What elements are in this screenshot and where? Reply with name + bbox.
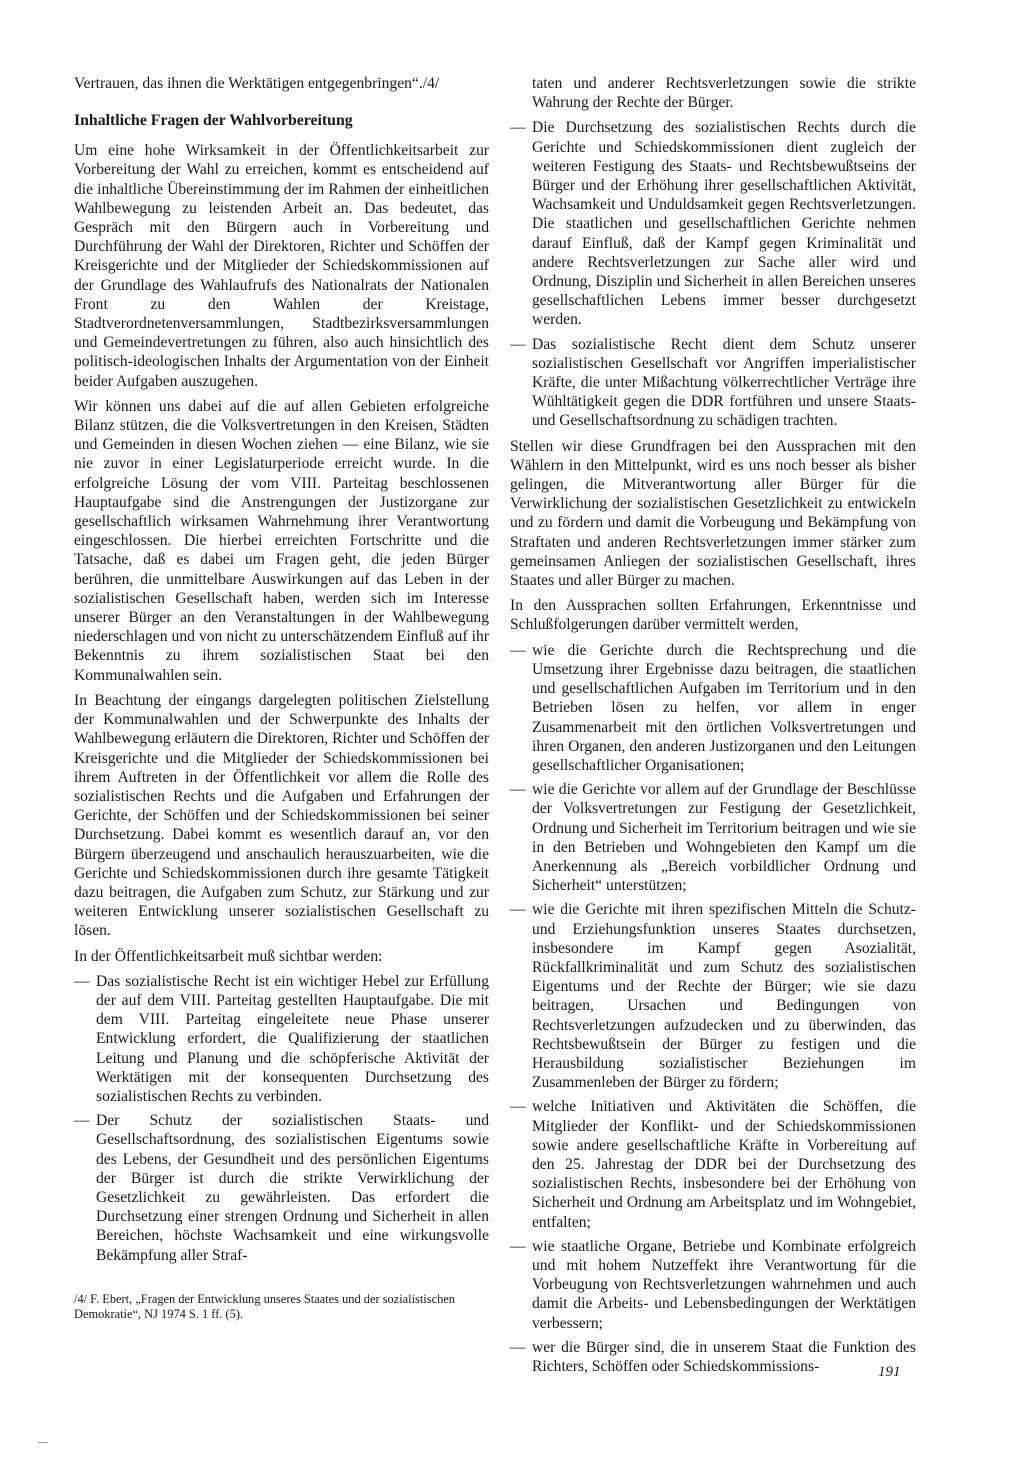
body-paragraph: Um eine hohe Wirksamkeit in der Öffentlichkeitsarbeit zur Vorbereitung der Wahl zu erreichen, kommt es entscheidend auf die inhaltliche Übereinstimmung der im Rahmen der einheitlichen Wahlbewegung zu leistenden Arbeit an. Das bedeutet, das Gespräch mit den Bürgern auch in Vorbereitung und Durchführung der Wahl der Direktoren, Richter und Schöffen der Kreisgerichte und der Mitglieder der Schiedskommissionen auf der Grundlage des Wahlaufrufs des Nationalrats der Nationalen Front zu den Wahlen der Kreistage, Stadtverordnetenversammlungen, Stadtbezirksversammlungen und Gemeindevertretungen zu führen, also auch hinsichtlich des politisch-ideologischen Inhalts der Argumentation von der Einheit beider Aufgaben auszugehen. — [74, 142, 489, 390]
right-column — [510, 74, 916, 1382]
dash-list — [510, 641, 916, 1377]
list-item: — welche Initiativen und Aktivitäten die Schöffen, die Mitglieder der Konflikt- und der Schiedskommissionen sowie andere gesellschaftliche Kräfte in Vorbereitung auf den 25. Jahrestag der DDR bei der Durchsetzung des sozialistischen Rechts, insbesondere bei der Erhöhung von Sicherheit und Ordnung am Arbeitsplatz und im Wohngebiet, entfalten; — [510, 1097, 916, 1231]
list-item: — wie die Gerichte vor allem auf der Grundlage der Beschlüsse der Volksvertretungen zur Festigung der Gesetzlichkeit, Ordnung und Sicherheit im Territorium beitragen und wie sie in den Betrieben und Wohngebieten den Kampf um die Anerkennung als „Bereich vorbildlicher Ordnung und Sicherheit“ unterstützen; — [510, 780, 916, 895]
dash-list — [74, 972, 489, 1265]
page-number: 191 — [878, 1364, 901, 1380]
list-item: — Der Schutz der sozialistischen Staats- und Gesellschaftsordnung, des sozialistischen Eigentums sowie des Lebens, der Gesundheit und des persönlichen Eigentums der Bürger ist durch die strikte Verwirklichung der Gesetzlichkeit zu gewährleisten. Das erfordert die Durchsetzung einer strengen Ordnung und Sicherheit in allen Bereichen, höchste Wachsamkeit und eine wirkungsvolle Bekämpfung aller Straf- — [74, 1111, 489, 1265]
list-item: — wer die Bürger sind, die in unserem Staat die Funktion des Richters, Schöffen oder Schiedskommissions- — [510, 1338, 916, 1376]
list-item: — wie die Gerichte durch die Rechtsprechung und die Umsetzung ihrer Ergebnisse dazu beitragen, die staatlichen und gesellschaftlichen Aufgaben im Territorium und in den Betrieben lösen zu helfen, vor allem in enger Zusammenarbeit mit den örtlichen Volksvertretungen und ihren Organen, den anderen Justizorganen und den Leitungen gesellschaftlicher Organisationen; — [510, 641, 916, 775]
body-paragraph: Stellen wir diese Grundfragen bei den Aussprachen mit den Wählern in den Mittelpunkt, wird es uns noch besser als bisher gelingen, die Mitverantwortung aller Bürger für die Verwirklichung der sozialistischen Gesetzlichkeit zu entwickeln und zu fördern und damit die Vorbeugung und Bekämpfung von Straftaten und anderen Rechtsverletzungen immer stärker zum gemeinsamen Anliegen der sozialistischen Gesellschaft, ihres Staates und aller Bürger zu machen. — [510, 437, 916, 590]
list-item: — wie die Gerichte mit ihren spezifischen Mitteln die Schutz- und Erziehungsfunktion unseres Staates durchsetzen, insbesondere im Kampf gegen Asozialität, Rückfallkriminalität und zum Schutz des sozialistischen Eigentums und der Rechte der Bürger; wie sie dazu beitragen, Ursachen und Bedingungen von Rechtsverletzungen aufzudecken und zu überwinden, das Rechtsbewußtsein der Bürger zu festigen und die Herausbildung sozialistischer Beziehungen im Zusammenleben der Bürger zu fördern; — [510, 900, 916, 1092]
body-paragraph: Wir können uns dabei auf die auf allen Gebieten erfolgreiche Bilanz stützen, die die Volksvertretungen in den Kreisen, Städten und Gemeinden in diesen Wochen ziehen — eine Bilanz, wie sie nie zuvor in einer Legislaturperiode erreicht wurde. In die erfolgreiche Lösung der vom VIII. Parteitag beschlossenen Hauptaufgabe sind die Anstrengungen der Justizorgane zur gesellschaftlich wirksamen Wahrnehmung ihrer Verantwortung eingeschlossen. Die hierbei erreichten Fortschritte und die Tatsache, daß es dabei um Fragen geht, die jeden Bürger berühren, die unmittelbare Auswirkungen auf das Leben in der sozialistischen Gesellschaft haben, werden sich im Interesse unserer Bürger an den Veranstaltungen in der Wahlbewegung niederschlagen und von nicht zu unterschätzendem Einfluß auf ihr Bekenntnis zu ihrem sozialistischen Staat bei den Kommunalwahlen sein. — [74, 397, 489, 684]
margin-mark — [38, 1442, 48, 1443]
list-item: — Das sozialistische Recht dient dem Schutz unserer sozialistischen Gesellschaft vor Angriffen imperialistischer Kräfte, die unter Mißachtung völkerrechtlicher Verträge ihre Wühltätigkeit gegen die DDR fortführen und unsere Staats- und Gesellschaftsordnung zu schädigen trachten. — [510, 335, 916, 431]
left-column — [74, 74, 489, 1271]
intro-paragraph: Vertrauen, das ihnen die Werktätigen entgegenbringen“./4/ — [74, 75, 440, 92]
footnote: /4/ F. Ebert, „Fragen der Entwicklung unseres Staates und der sozialistischen Demokratie“, NJ 1974 S. 1 ff. (5). — [74, 1292, 455, 1321]
continuation-text: taten und anderer Rechtsverletzungen sowie die strikte Wahrung der Rechte der Bürger. — [532, 75, 916, 112]
body-paragraph: In den Aussprachen sollten Erfahrungen, Erkenntnisse und Schlußfolgerungen darüber vermittelt werden, — [510, 597, 916, 634]
list-item: — Die Durchsetzung des sozialistischen Rechts durch die Gerichte und Schiedskommissionen dient zugleich der weiteren Festigung des Staats- und Rechtsbewußtseins der Bürger und der Erhöhung ihrer gesellschaftlichen Aktivität, Wachsamkeit und Unduldsamkeit gegen Rechtsverletzungen. Die staatlichen und gesellschaftlichen Gerichte nehmen darauf Einfluß, daß der Kampf gegen Kriminalität und andere Rechtsverletzungen zur Sache aller wird und Ordnung, Disziplin und Sicherheit in allen Bereichen unseres gesellschaftlichen Lebens immer besser durchgesetzt werden. — [510, 118, 916, 329]
list-item: — Das sozialistische Recht ist ein wichtiger Hebel zur Erfüllung der auf dem VIII. Parteitag gestellten Hauptaufgabe. Die mit dem VIII. Parteitag eingeleitete neue Phase unserer Entwicklung erfordert, die Qualifizierung der staatlichen Leitung und Planung und die schöpferische Aktivität der Werktätigen mit der konsequenten Durchsetzung des sozialistischen Rechts zu verbinden. — [74, 972, 489, 1106]
body-paragraph: In Beachtung der eingangs dargelegten politischen Zielstellung der Kommunalwahlen und der Schwerpunkte des Inhalts der Wahlbewegung erläutern die Direktoren, Richter und Schöffen der Kreisgerichte und die Mitglieder der Schiedskommissionen bei ihrem Auftreten in der Öffentlichkeit vor allem die Rolle des sozialistischen Rechts und die Aufgaben und Erfahrungen der Gerichte, der Schöffen und der Schiedskommissionen bei seiner Durchsetzung. Dabei kommt es wesentlich darauf an, vor den Bürgern überzeugend und anschaulich herauszuarbeiten, wie die Gerichte und Schiedskommissionen durch ihre gesamte Tätigkeit dazu beitragen, die Aufgaben zum Schutz, zur Stärkung und zur weiteren Entwicklung unserer sozialistischen Gesellschaft zu lösen. — [74, 691, 490, 940]
dash-list — [510, 118, 916, 430]
list-item: — wie staatliche Organe, Betriebe und Kombinate erfolgreich und mit hohem Nutzeffekt ihre Verantwortung für die Vorbeugung von Rechtsverletzungen wahrnehmen und auch damit die Arbeits- und Lebensbedingungen der Werktätigen verbessern; — [510, 1237, 916, 1333]
body-paragraph: In der Öffentlichkeitsarbeit muß sichtbar werden: — [74, 947, 383, 965]
section-heading: Inhaltliche Fragen der Wahlvorbereitung — [74, 112, 353, 130]
